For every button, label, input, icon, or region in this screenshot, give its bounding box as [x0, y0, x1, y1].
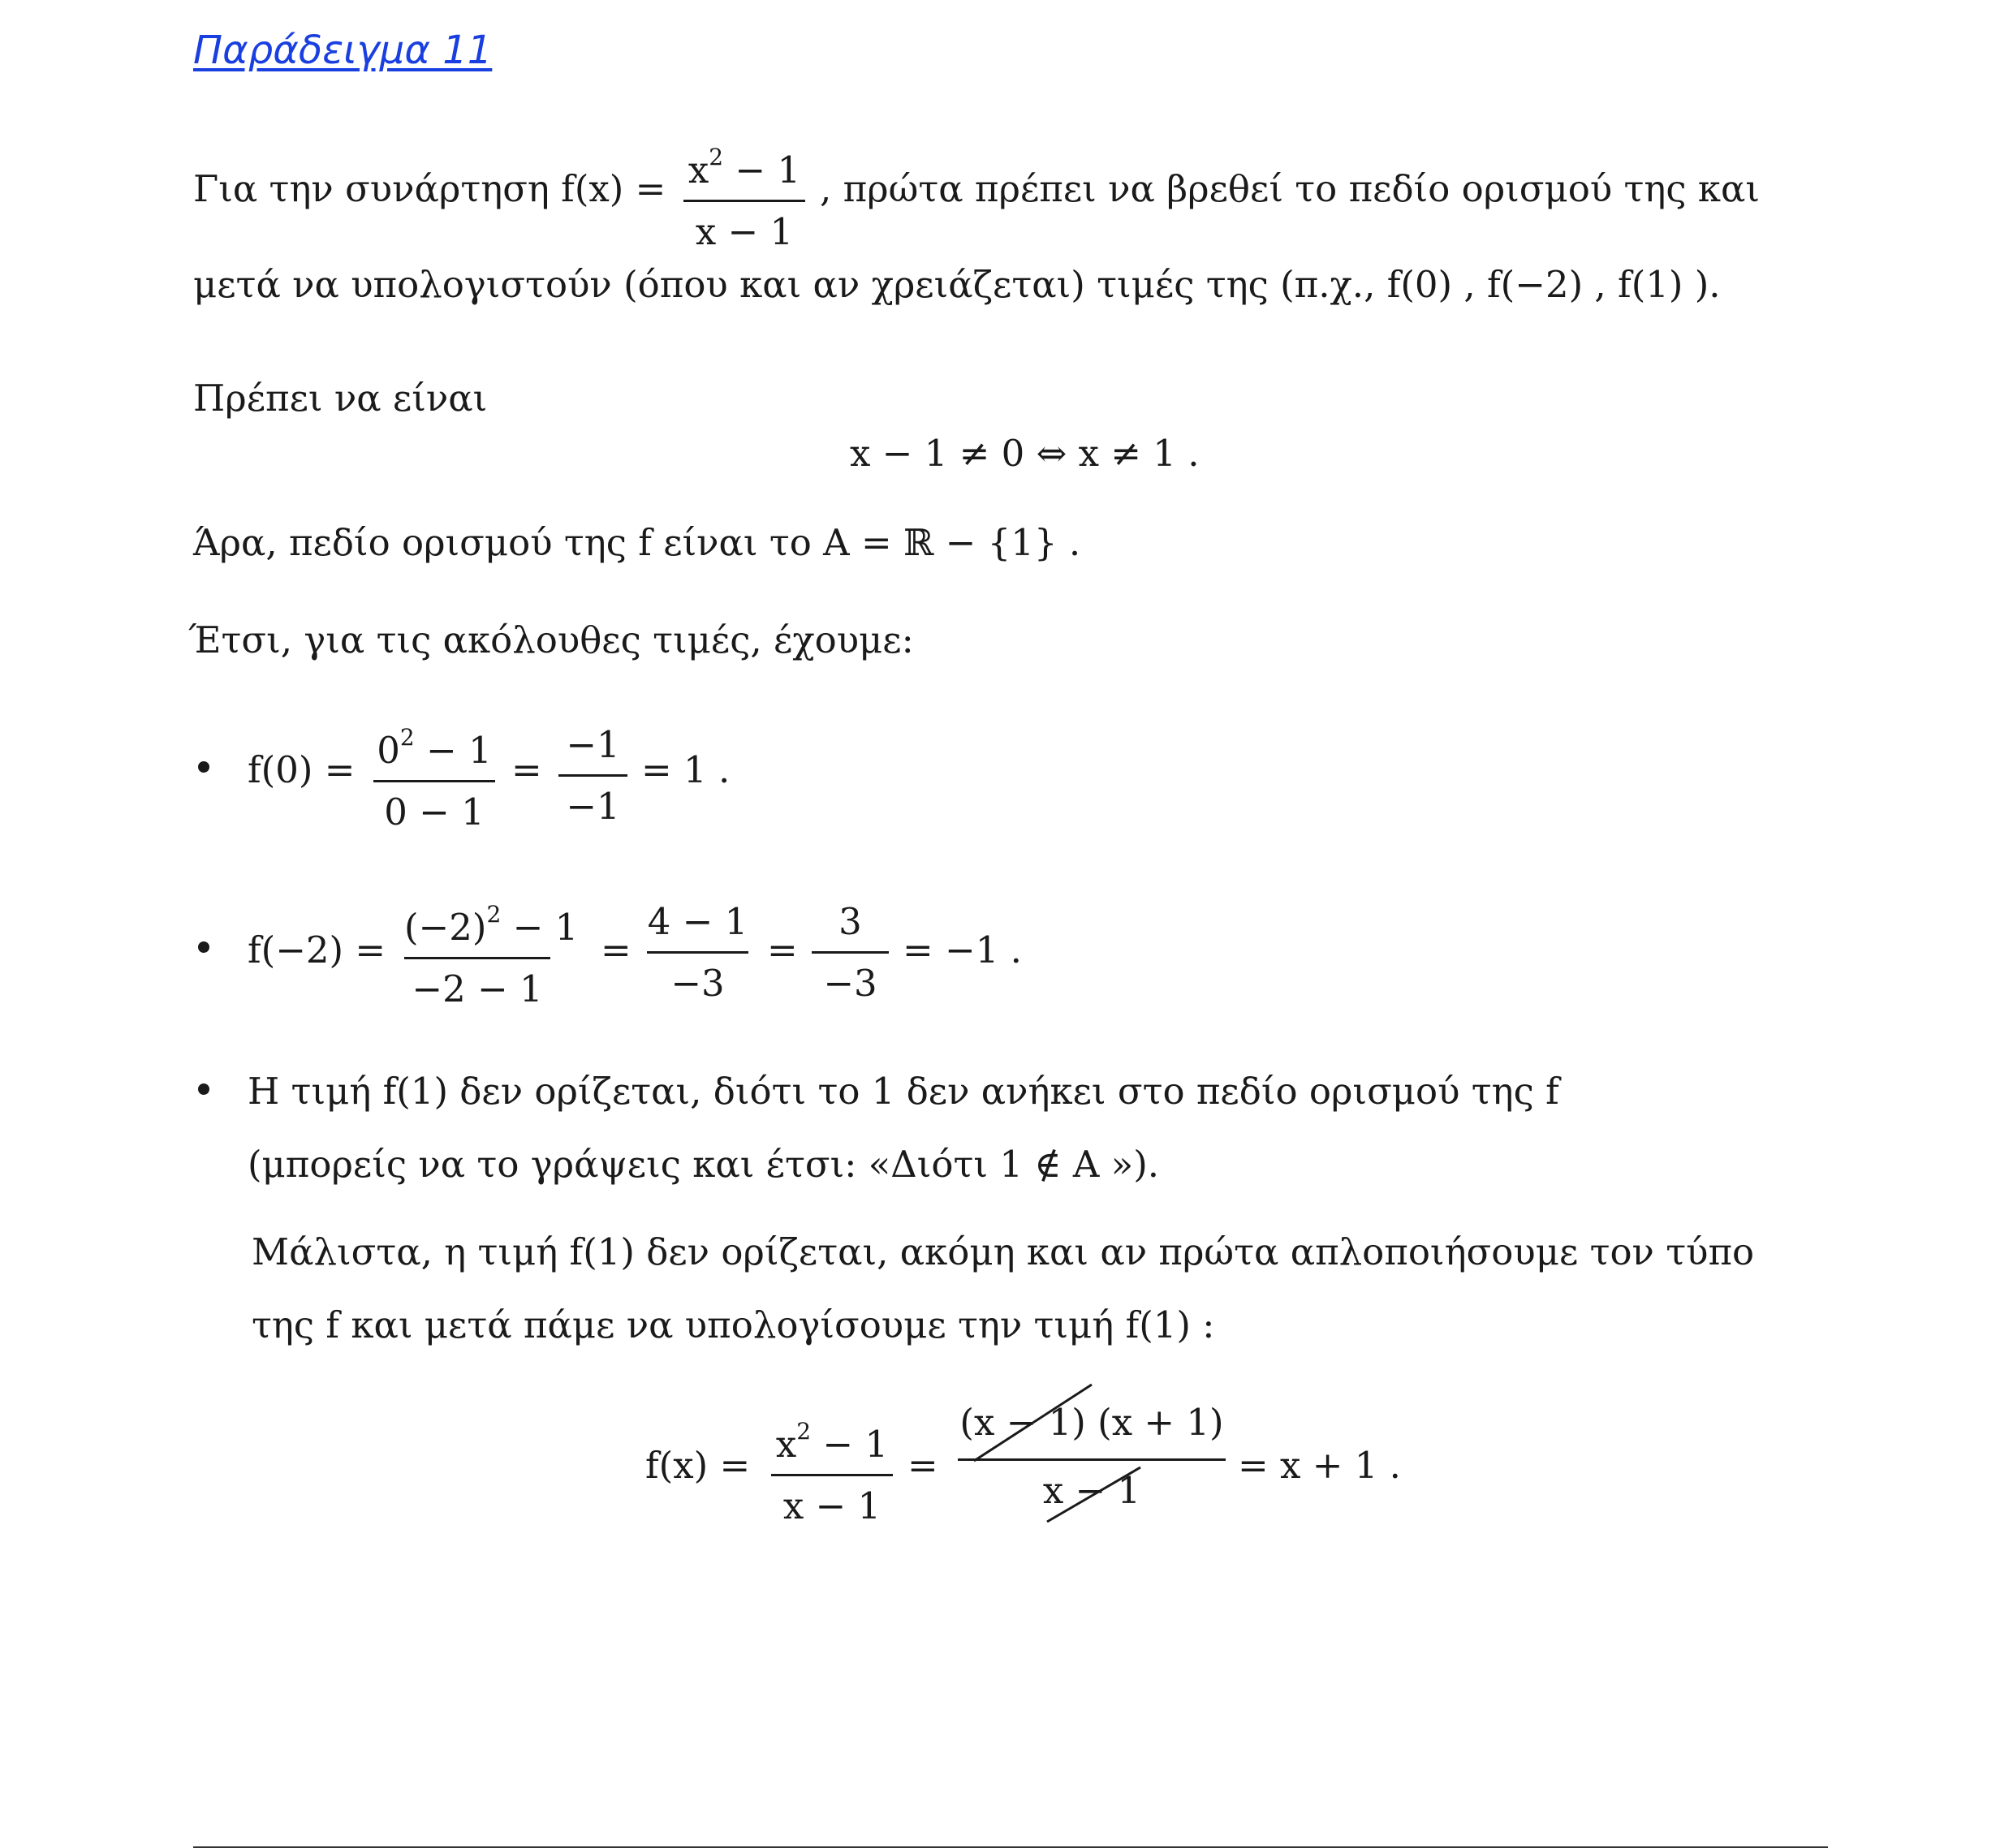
f0-lhs: f(0) =	[248, 748, 356, 791]
f0-equals: =	[511, 748, 542, 791]
fraction-numerator: −1	[566, 723, 620, 766]
f1-line1: Η τιμή f(1) δεν ορίζεται, διότι το 1 δεν ανήκει στο πεδίο ορισμού της f	[248, 1070, 1559, 1113]
cancelled-factor: (x − 1)	[959, 1401, 1086, 1444]
fraction-denominator: 0 − 1	[384, 790, 485, 834]
fraction-denominator: −2 − 1	[412, 967, 543, 1010]
fraction-denominator: x − 1	[695, 210, 794, 253]
fraction-numerator: $x^2 - 1$	[688, 144, 801, 192]
fm2-equals-2: =	[767, 928, 798, 971]
f1-line3: Μάλιστα, η τιμή f(1) δεν ορίζεται, ακόμη και αν πρώτα απλοποιήσουμε τον τύπο	[252, 1230, 1755, 1273]
intro-line2: μετά να υπολογιστούν (όπου και αν χρειάζεται) τιμές της (π.χ., f(0) , f(−2) , f(1) ).	[193, 263, 1721, 306]
fraction-denominator: −3	[823, 962, 877, 1005]
fraction-numerator: 4 − 1	[647, 900, 748, 943]
factor: (x + 1)	[1097, 1401, 1224, 1444]
domain-conclusion: Άρα, πεδίο ορισμού της f είναι το A = ℝ − {1} .	[193, 521, 1081, 564]
domain-lead: Πρέπει να είναι	[193, 377, 488, 420]
cancelled-denominator: x − 1	[1042, 1469, 1141, 1512]
fraction-denominator: −3	[670, 962, 725, 1005]
simplify-lhs: f(x) =	[645, 1444, 751, 1487]
page-title[interactable]: Παράδειγμα 11	[193, 28, 493, 73]
fraction-numerator: $(-2)^2 - 1$	[404, 901, 579, 949]
fraction-numerator: $x^2 - 1$	[775, 1418, 889, 1466]
intro-tail: , πρώτα πρέπει να βρεθεί το πεδίο ορισμού της και	[820, 167, 1761, 210]
domain-equation: x − 1 ≠ 0 ⇔ x ≠ 1 .	[850, 432, 1200, 475]
values-intro: Έτσι, για τις ακόλουθες τιμές, έχουμε:	[188, 618, 914, 661]
f0-result: = 1 .	[641, 748, 731, 791]
fraction-denominator: −1	[566, 785, 620, 828]
simplify-result: = x + 1 .	[1238, 1444, 1401, 1487]
intro-lead: Για την συνάρτηση f(x) =	[193, 167, 666, 210]
fm2-equals-1: =	[601, 928, 631, 971]
fm2-lhs: f(−2) =	[248, 928, 386, 971]
cancel-stroke-denominator	[1047, 1467, 1140, 1522]
cancel-stroke-numerator	[974, 1385, 1092, 1461]
fraction-numerator: $0^2 - 1$	[377, 724, 492, 772]
fraction-denominator: x − 1	[782, 1484, 881, 1527]
f1-line4: της f και μετά πάμε να υπολογίσουμε την τιμή f(1) :	[252, 1303, 1215, 1346]
f1-line2: (μπορείς να το γράψεις και έτσι: «Διότι 1 ∉ A »).	[248, 1143, 1160, 1186]
simplify-equals: =	[907, 1444, 938, 1487]
fm2-result: = −1 .	[903, 928, 1022, 971]
fraction-numerator: 3	[838, 900, 862, 943]
